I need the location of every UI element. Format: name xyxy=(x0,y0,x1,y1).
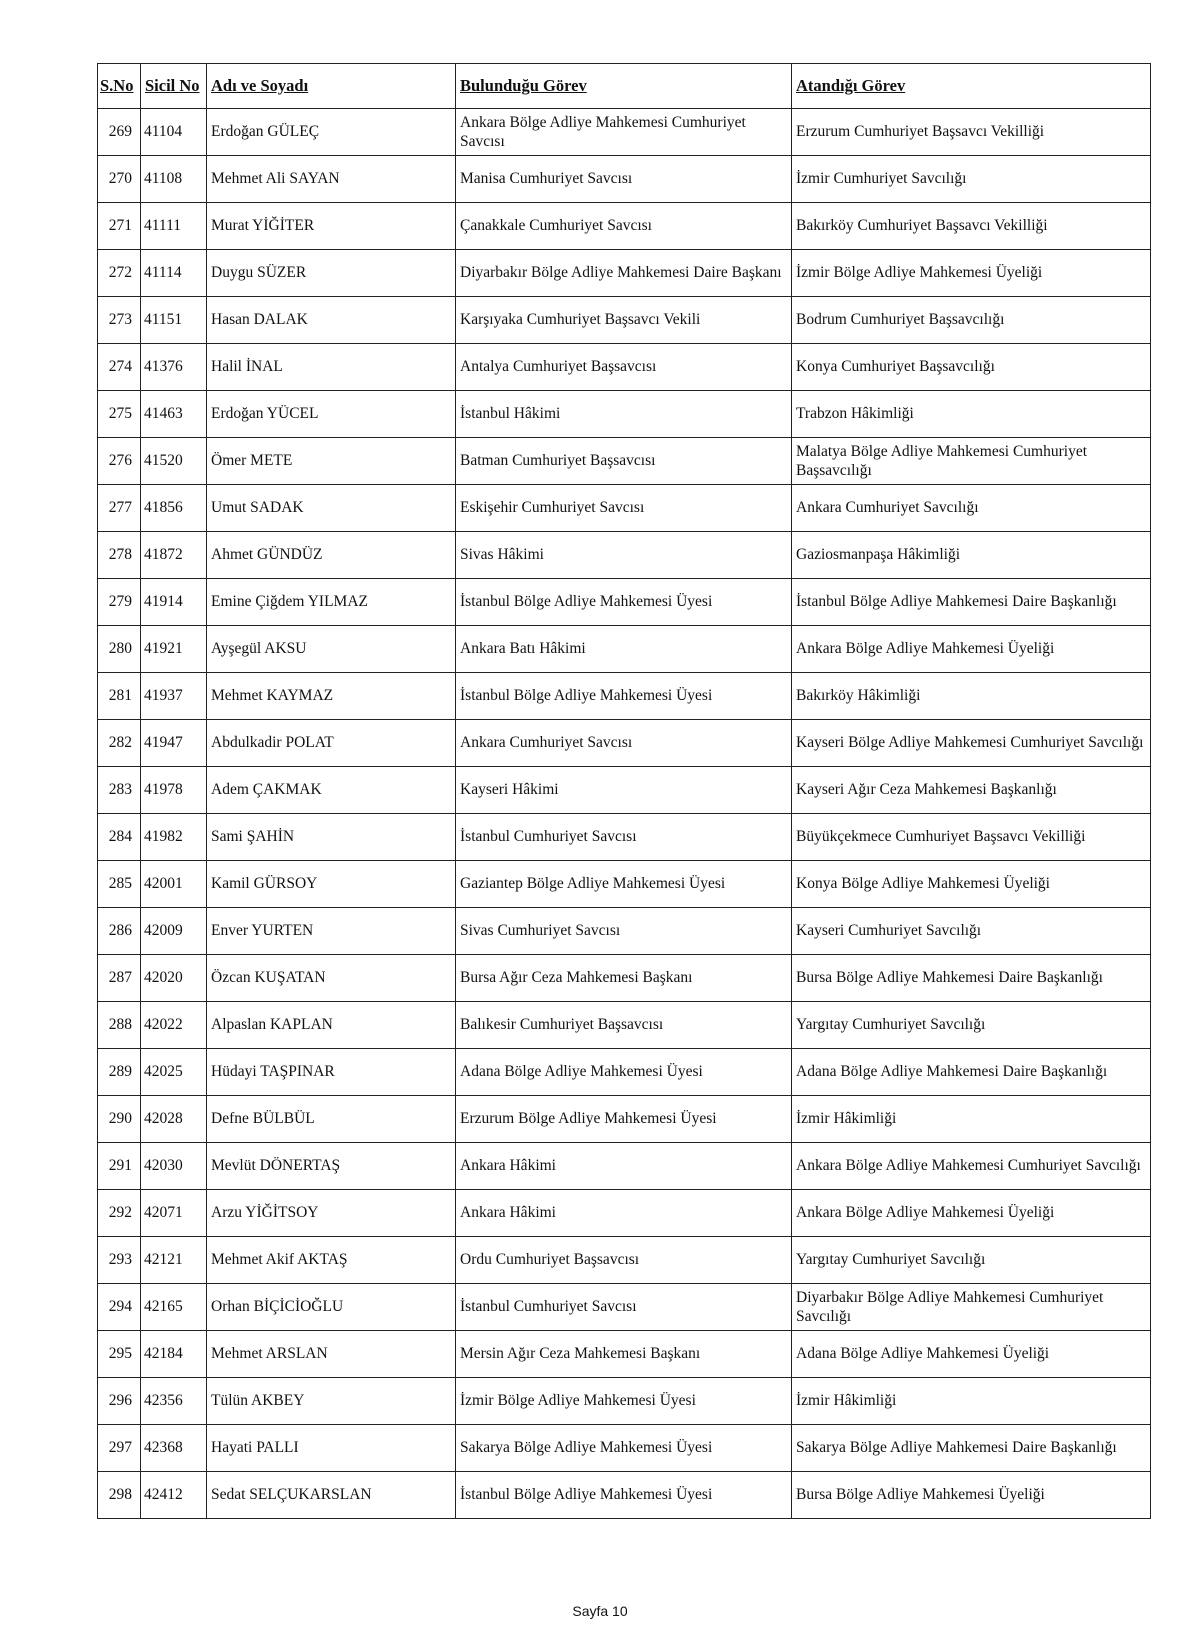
cell-sno: 275 xyxy=(98,391,141,438)
cell-sicil-no: 41872 xyxy=(141,532,207,579)
cell-name: Alpaslan KAPLAN xyxy=(207,1002,456,1049)
cell-name: Ahmet GÜNDÜZ xyxy=(207,532,456,579)
cell-name: Adem ÇAKMAK xyxy=(207,767,456,814)
table-row xyxy=(98,1190,1151,1237)
cell-sno: 294 xyxy=(98,1284,141,1331)
cell-assigned-position: Kayseri Cumhuriyet Savcılığı xyxy=(792,908,1151,955)
cell-assigned-position: Trabzon Hâkimliği xyxy=(792,391,1151,438)
cell-sno: 280 xyxy=(98,626,141,673)
cell-sno: 295 xyxy=(98,1331,141,1378)
cell-sicil-no: 42121 xyxy=(141,1237,207,1284)
cell-sicil-no: 41978 xyxy=(141,767,207,814)
cell-name: Mehmet ARSLAN xyxy=(207,1331,456,1378)
table-row xyxy=(98,203,1151,250)
cell-sno: 283 xyxy=(98,767,141,814)
cell-sno: 298 xyxy=(98,1472,141,1519)
cell-sno: 282 xyxy=(98,720,141,767)
cell-name: Hüdayi TAŞPINAR xyxy=(207,1049,456,1096)
table-row xyxy=(98,109,1151,156)
cell-assigned-position: Ankara Bölge Adliye Mahkemesi Üyeliği xyxy=(792,626,1151,673)
cell-sno: 296 xyxy=(98,1378,141,1425)
table-row xyxy=(98,720,1151,767)
cell-name: Halil İNAL xyxy=(207,344,456,391)
header-sicil-no: Sicil No xyxy=(141,64,207,109)
cell-assigned-position: Bursa Bölge Adliye Mahkemesi Üyeliği xyxy=(792,1472,1151,1519)
cell-sno: 281 xyxy=(98,673,141,720)
cell-name: Emine Çiğdem YILMAZ xyxy=(207,579,456,626)
cell-sno: 285 xyxy=(98,861,141,908)
cell-assigned-position: Adana Bölge Adliye Mahkemesi Daire Başkanlığı xyxy=(792,1049,1151,1096)
cell-current-position: İstanbul Cumhuriyet Savcısı xyxy=(456,1284,792,1331)
cell-assigned-position: Adana Bölge Adliye Mahkemesi Üyeliği xyxy=(792,1331,1151,1378)
cell-current-position: Sivas Cumhuriyet Savcısı xyxy=(456,908,792,955)
cell-current-position: Balıkesir Cumhuriyet Başsavcısı xyxy=(456,1002,792,1049)
table-row xyxy=(98,1472,1151,1519)
cell-current-position: Adana Bölge Adliye Mahkemesi Üyesi xyxy=(456,1049,792,1096)
cell-current-position: Sivas Hâkimi xyxy=(456,532,792,579)
cell-sno: 273 xyxy=(98,297,141,344)
cell-sno: 290 xyxy=(98,1096,141,1143)
cell-sicil-no: 41114 xyxy=(141,250,207,297)
cell-sno: 287 xyxy=(98,955,141,1002)
cell-assigned-position: Konya Cumhuriyet Başsavcılığı xyxy=(792,344,1151,391)
cell-current-position: Antalya Cumhuriyet Başsavcısı xyxy=(456,344,792,391)
cell-assigned-position: Yargıtay Cumhuriyet Savcılığı xyxy=(792,1002,1151,1049)
cell-sno: 279 xyxy=(98,579,141,626)
cell-name: Mehmet Akif AKTAŞ xyxy=(207,1237,456,1284)
cell-current-position: Manisa Cumhuriyet Savcısı xyxy=(456,156,792,203)
header-assigned-position: Atandığı Görev xyxy=(792,64,1151,109)
table-row xyxy=(98,814,1151,861)
table-row xyxy=(98,1284,1151,1331)
cell-name: Defne BÜLBÜL xyxy=(207,1096,456,1143)
cell-assigned-position: Bakırköy Hâkimliği xyxy=(792,673,1151,720)
cell-assigned-position: Konya Bölge Adliye Mahkemesi Üyeliği xyxy=(792,861,1151,908)
appointments-table xyxy=(97,63,1151,1519)
cell-assigned-position: İzmir Cumhuriyet Savcılığı xyxy=(792,156,1151,203)
cell-current-position: Gaziantep Bölge Adliye Mahkemesi Üyesi xyxy=(456,861,792,908)
cell-assigned-position: İzmir Hâkimliği xyxy=(792,1096,1151,1143)
cell-sicil-no: 42001 xyxy=(141,861,207,908)
cell-current-position: İstanbul Bölge Adliye Mahkemesi Üyesi xyxy=(456,579,792,626)
cell-sicil-no: 41947 xyxy=(141,720,207,767)
cell-name: Mehmet KAYMAZ xyxy=(207,673,456,720)
table-row xyxy=(98,1237,1151,1284)
cell-sno: 286 xyxy=(98,908,141,955)
cell-sno: 291 xyxy=(98,1143,141,1190)
cell-name: Ayşegül AKSU xyxy=(207,626,456,673)
cell-name: Tülün AKBEY xyxy=(207,1378,456,1425)
cell-name: Duygu SÜZER xyxy=(207,250,456,297)
cell-sicil-no: 41921 xyxy=(141,626,207,673)
cell-assigned-position: Malatya Bölge Adliye Mahkemesi Cumhuriyet Başsavcılığı xyxy=(792,438,1151,485)
table-row xyxy=(98,626,1151,673)
cell-current-position: Ankara Cumhuriyet Savcısı xyxy=(456,720,792,767)
cell-sicil-no: 42030 xyxy=(141,1143,207,1190)
table-row xyxy=(98,438,1151,485)
cell-name: Hayati PALLI xyxy=(207,1425,456,1472)
cell-sicil-no: 41108 xyxy=(141,156,207,203)
cell-current-position: Karşıyaka Cumhuriyet Başsavcı Vekili xyxy=(456,297,792,344)
cell-name: Murat YİĞİTER xyxy=(207,203,456,250)
table-row xyxy=(98,1425,1151,1472)
cell-sno: 288 xyxy=(98,1002,141,1049)
cell-current-position: Erzurum Bölge Adliye Mahkemesi Üyesi xyxy=(456,1096,792,1143)
cell-sno: 277 xyxy=(98,485,141,532)
cell-assigned-position: Diyarbakır Bölge Adliye Mahkemesi Cumhuriyet Savcılığı xyxy=(792,1284,1151,1331)
cell-sicil-no: 41151 xyxy=(141,297,207,344)
cell-sicil-no: 42028 xyxy=(141,1096,207,1143)
cell-assigned-position: Bursa Bölge Adliye Mahkemesi Daire Başkanlığı xyxy=(792,955,1151,1002)
table-row xyxy=(98,673,1151,720)
table-row xyxy=(98,532,1151,579)
cell-sicil-no: 42022 xyxy=(141,1002,207,1049)
cell-sicil-no: 42184 xyxy=(141,1331,207,1378)
cell-name: Arzu YİĞİTSOY xyxy=(207,1190,456,1237)
cell-assigned-position: Kayseri Bölge Adliye Mahkemesi Cumhuriyet Savcılığı xyxy=(792,720,1151,767)
table-row xyxy=(98,1049,1151,1096)
table-row xyxy=(98,1143,1151,1190)
table-row xyxy=(98,250,1151,297)
cell-sno: 276 xyxy=(98,438,141,485)
cell-current-position: Kayseri Hâkimi xyxy=(456,767,792,814)
cell-sicil-no: 42025 xyxy=(141,1049,207,1096)
cell-assigned-position: Sakarya Bölge Adliye Mahkemesi Daire Başkanlığı xyxy=(792,1425,1151,1472)
cell-current-position: Çanakkale Cumhuriyet Savcısı xyxy=(456,203,792,250)
cell-current-position: İstanbul Bölge Adliye Mahkemesi Üyesi xyxy=(456,673,792,720)
table-row xyxy=(98,1331,1151,1378)
table-row xyxy=(98,908,1151,955)
cell-current-position: Bursa Ağır Ceza Mahkemesi Başkanı xyxy=(456,955,792,1002)
page-number: Sayfa 10 xyxy=(572,1603,628,1619)
cell-sno: 297 xyxy=(98,1425,141,1472)
cell-sicil-no: 41856 xyxy=(141,485,207,532)
cell-sicil-no: 41104 xyxy=(141,109,207,156)
cell-name: Mevlüt DÖNERTAŞ xyxy=(207,1143,456,1190)
cell-sno: 292 xyxy=(98,1190,141,1237)
cell-name: Özcan KUŞATAN xyxy=(207,955,456,1002)
cell-sno: 278 xyxy=(98,532,141,579)
table-row xyxy=(98,1096,1151,1143)
cell-name: Kamil GÜRSOY xyxy=(207,861,456,908)
table-row xyxy=(98,156,1151,203)
table-row xyxy=(98,297,1151,344)
cell-assigned-position: Erzurum Cumhuriyet Başsavcı Vekilliği xyxy=(792,109,1151,156)
cell-name: Ömer METE xyxy=(207,438,456,485)
cell-sno: 284 xyxy=(98,814,141,861)
cell-current-position: İstanbul Hâkimi xyxy=(456,391,792,438)
cell-current-position: İstanbul Bölge Adliye Mahkemesi Üyesi xyxy=(456,1472,792,1519)
cell-sno: 269 xyxy=(98,109,141,156)
cell-sno: 293 xyxy=(98,1237,141,1284)
cell-sno: 271 xyxy=(98,203,141,250)
cell-assigned-position: Büyükçekmece Cumhuriyet Başsavcı Vekilliği xyxy=(792,814,1151,861)
table-row xyxy=(98,391,1151,438)
cell-sicil-no: 41463 xyxy=(141,391,207,438)
cell-sicil-no: 42356 xyxy=(141,1378,207,1425)
cell-assigned-position: Bakırköy Cumhuriyet Başsavcı Vekilliği xyxy=(792,203,1151,250)
cell-name: Sami ŞAHİN xyxy=(207,814,456,861)
cell-assigned-position: Ankara Bölge Adliye Mahkemesi Cumhuriyet Savcılığı xyxy=(792,1143,1151,1190)
cell-assigned-position: Kayseri Ağır Ceza Mahkemesi Başkanlığı xyxy=(792,767,1151,814)
cell-name: Hasan DALAK xyxy=(207,297,456,344)
cell-sno: 289 xyxy=(98,1049,141,1096)
table-row xyxy=(98,861,1151,908)
table-header-row xyxy=(98,64,1151,109)
header-sno: S.No xyxy=(98,64,141,109)
cell-current-position: Ordu Cumhuriyet Başsavcısı xyxy=(456,1237,792,1284)
table-row xyxy=(98,1378,1151,1425)
table-row xyxy=(98,579,1151,626)
cell-assigned-position: Ankara Cumhuriyet Savcılığı xyxy=(792,485,1151,532)
cell-current-position: Ankara Hâkimi xyxy=(456,1143,792,1190)
cell-assigned-position: Bodrum Cumhuriyet Başsavcılığı xyxy=(792,297,1151,344)
cell-name: Abdulkadir POLAT xyxy=(207,720,456,767)
cell-current-position: Batman Cumhuriyet Başsavcısı xyxy=(456,438,792,485)
cell-assigned-position: Yargıtay Cumhuriyet Savcılığı xyxy=(792,1237,1151,1284)
cell-sno: 270 xyxy=(98,156,141,203)
cell-name: Sedat SELÇUKARSLAN xyxy=(207,1472,456,1519)
cell-sicil-no: 41914 xyxy=(141,579,207,626)
cell-name: Enver YURTEN xyxy=(207,908,456,955)
cell-name: Mehmet Ali SAYAN xyxy=(207,156,456,203)
cell-current-position: Ankara Bölge Adliye Mahkemesi Cumhuriyet Savcısı xyxy=(456,109,792,156)
cell-sicil-no: 42071 xyxy=(141,1190,207,1237)
cell-assigned-position: Ankara Bölge Adliye Mahkemesi Üyeliği xyxy=(792,1190,1151,1237)
cell-sicil-no: 42165 xyxy=(141,1284,207,1331)
cell-current-position: İzmir Bölge Adliye Mahkemesi Üyesi xyxy=(456,1378,792,1425)
cell-sno: 272 xyxy=(98,250,141,297)
cell-name: Erdoğan YÜCEL xyxy=(207,391,456,438)
cell-sicil-no: 42020 xyxy=(141,955,207,1002)
cell-name: Orhan BİÇİCİOĞLU xyxy=(207,1284,456,1331)
cell-current-position: Diyarbakır Bölge Adliye Mahkemesi Daire Başkanı xyxy=(456,250,792,297)
cell-current-position: Ankara Hâkimi xyxy=(456,1190,792,1237)
cell-assigned-position: Gaziosmanpaşa Hâkimliği xyxy=(792,532,1151,579)
header-current-position: Bulunduğu Görev xyxy=(456,64,792,109)
table-row xyxy=(98,767,1151,814)
cell-current-position: Eskişehir Cumhuriyet Savcısı xyxy=(456,485,792,532)
cell-current-position: Mersin Ağır Ceza Mahkemesi Başkanı xyxy=(456,1331,792,1378)
table-row xyxy=(98,485,1151,532)
cell-assigned-position: İstanbul Bölge Adliye Mahkemesi Daire Başkanlığı xyxy=(792,579,1151,626)
cell-name: Umut SADAK xyxy=(207,485,456,532)
cell-sicil-no: 42368 xyxy=(141,1425,207,1472)
cell-assigned-position: İzmir Bölge Adliye Mahkemesi Üyeliği xyxy=(792,250,1151,297)
cell-current-position: İstanbul Cumhuriyet Savcısı xyxy=(456,814,792,861)
cell-sno: 274 xyxy=(98,344,141,391)
cell-assigned-position: İzmir Hâkimliği xyxy=(792,1378,1151,1425)
cell-current-position: Sakarya Bölge Adliye Mahkemesi Üyesi xyxy=(456,1425,792,1472)
header-name: Adı ve Soyadı xyxy=(207,64,456,109)
cell-current-position: Ankara Batı Hâkimi xyxy=(456,626,792,673)
cell-sicil-no: 42009 xyxy=(141,908,207,955)
table-row xyxy=(98,1002,1151,1049)
table-row xyxy=(98,955,1151,1002)
cell-name: Erdoğan GÜLEÇ xyxy=(207,109,456,156)
table-row xyxy=(98,344,1151,391)
cell-sicil-no: 41937 xyxy=(141,673,207,720)
cell-sicil-no: 41111 xyxy=(141,203,207,250)
cell-sicil-no: 41520 xyxy=(141,438,207,485)
cell-sicil-no: 41982 xyxy=(141,814,207,861)
table-body xyxy=(98,109,1151,1519)
cell-sicil-no: 42412 xyxy=(141,1472,207,1519)
cell-sicil-no: 41376 xyxy=(141,344,207,391)
